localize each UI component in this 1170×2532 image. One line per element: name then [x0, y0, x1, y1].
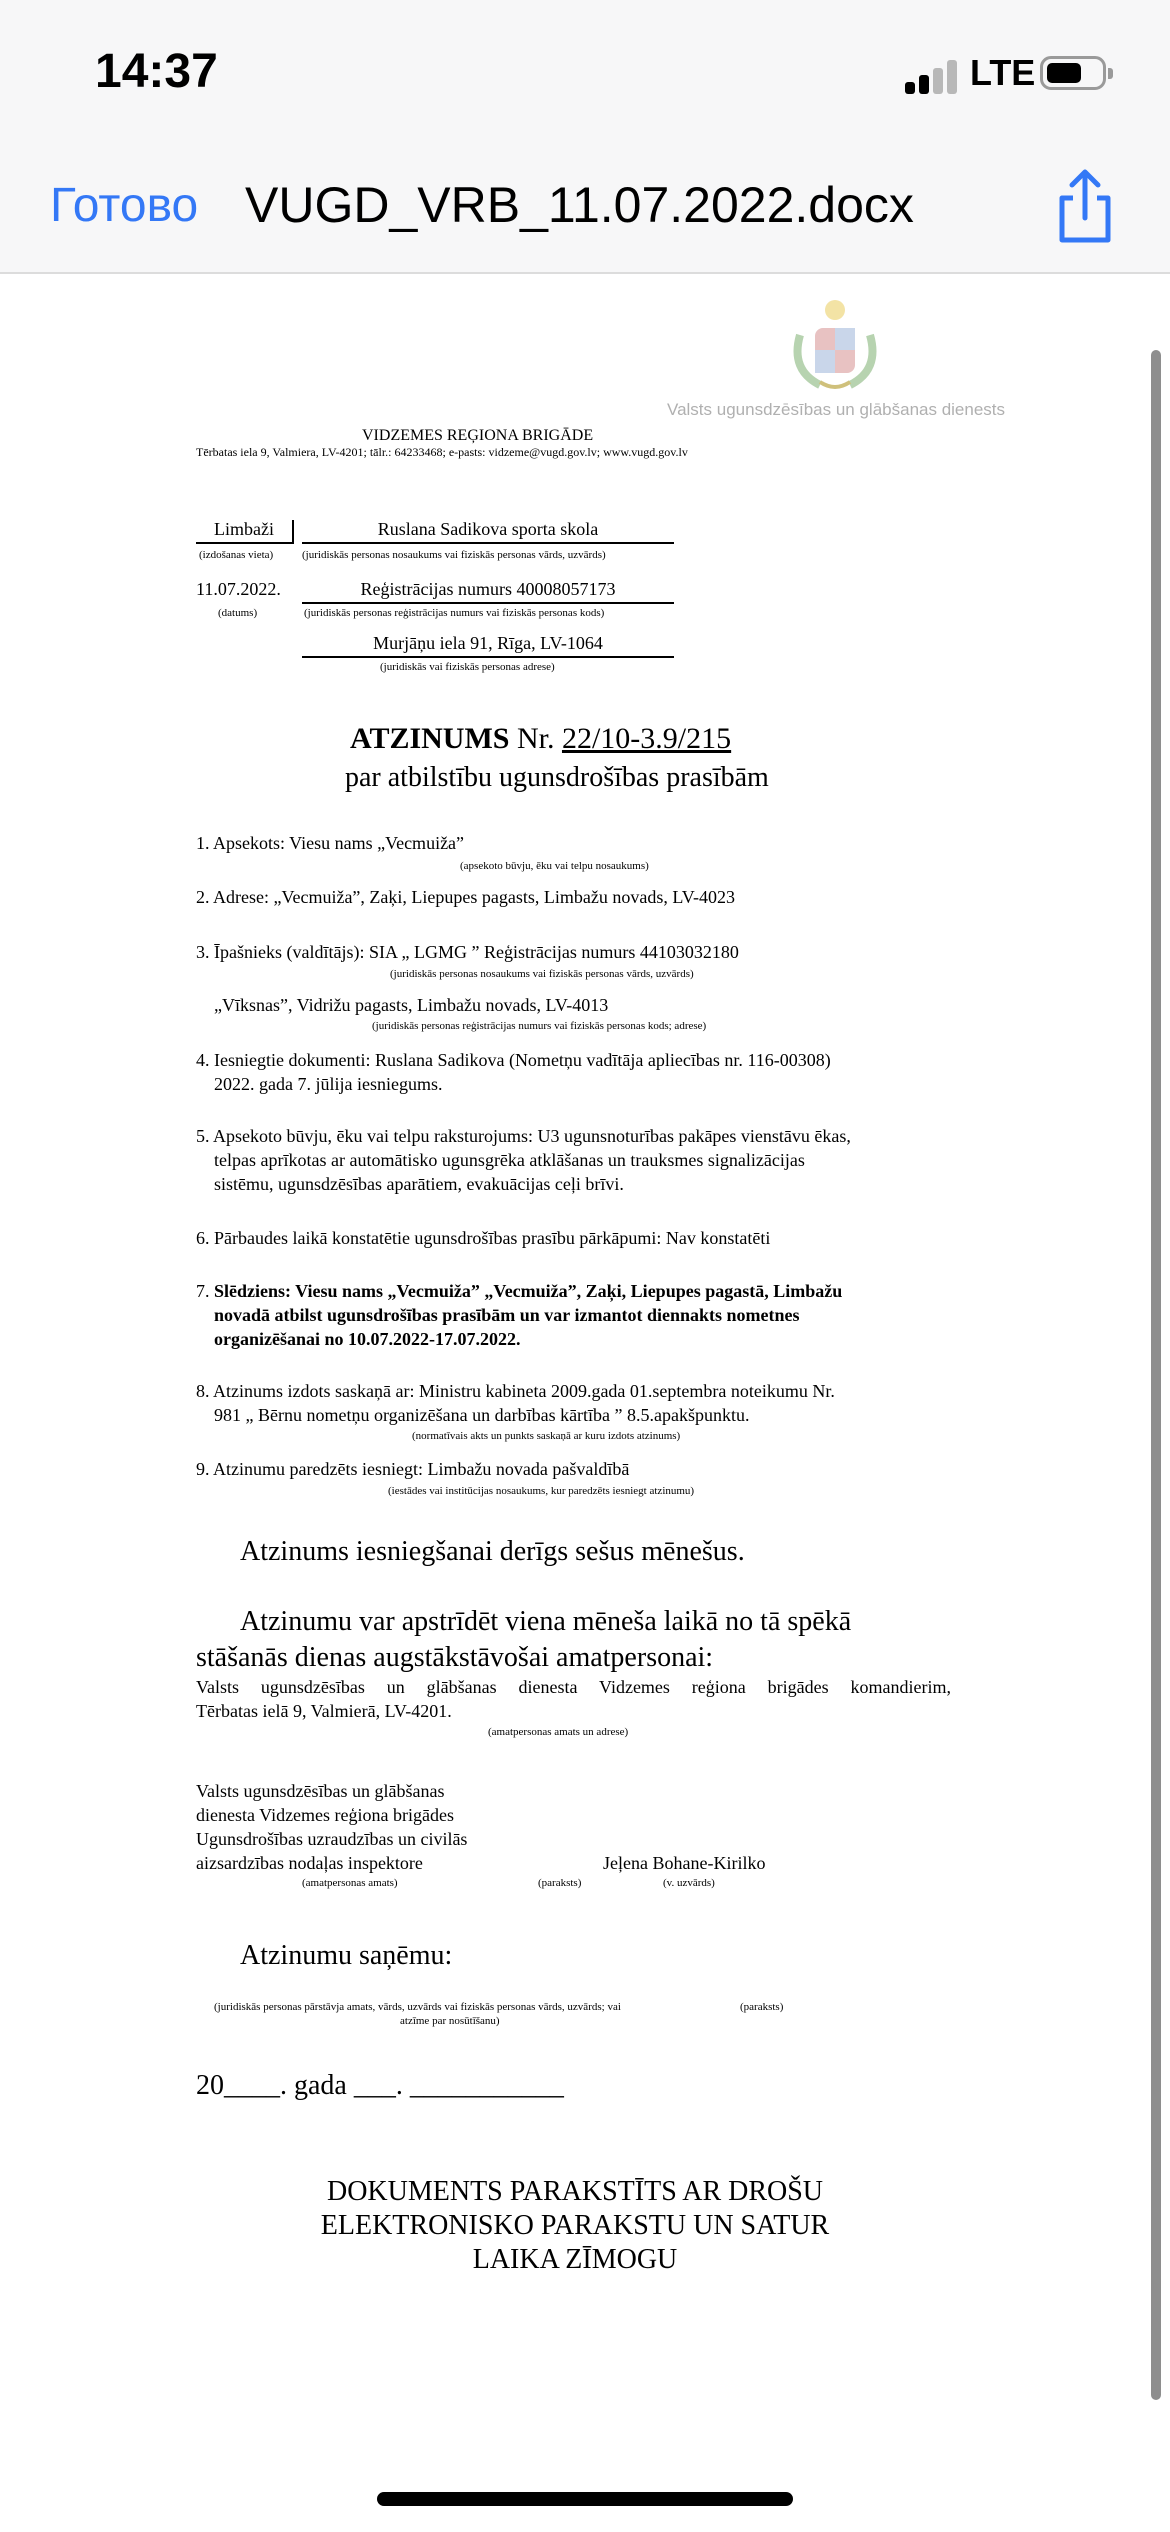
received-caption-line-2: atzīme par nosūtīšanu)	[400, 2015, 500, 2027]
status-time: 14:37	[95, 45, 218, 98]
document-subtitle: par atbilstību ugunsdrošības prasībām	[345, 762, 769, 793]
top-bar	[0, 0, 1170, 274]
item-3-address-caption: (juridiskās personas reģistrācijas numurs vai fiziskās personas kods; adrese)	[372, 1020, 707, 1032]
received-signature-caption: (paraksts)	[740, 2001, 784, 2013]
item-7-line-3: organizēšanai no 10.07.2022-17.07.2022.	[214, 1329, 521, 1349]
official-line-2: dienesta Vidzemes reģiona brigādes	[196, 1805, 454, 1825]
item-4-line-2: 2022. gada 7. jūlija iesniegums.	[214, 1074, 443, 1094]
appeal-line-1: Atzinumu var apstrīdēt viena mēneša laikā no tā spēkā	[240, 1606, 852, 1637]
recipient-address: Murjāņu iela 91, Rīga, LV-1064	[302, 634, 674, 658]
validity-statement: Atzinums iesniegšanai derīgs sešus mēnešus.	[240, 1536, 745, 1567]
brigade-name: VIDZEMES REĢIONA BRIGĀDE	[362, 427, 594, 444]
item-8-line-2: 981 „ Bērnu nometņu organizēšana un darbības kārtība ” 8.5.apakšpunktu.	[214, 1405, 750, 1425]
footer-line-3: LAIKA ZĪMOGU	[472, 2244, 678, 2275]
item-4-line-1: 4. Iesniegtie dokumenti: Ruslana Sadikova (Nometņu vadītāja apliecības nr. 116-00308)	[196, 1050, 831, 1070]
scrollbar[interactable]	[1151, 350, 1161, 2400]
registration-caption: (juridiskās personas reģistrācijas numurs vai fiziskās personas kods)	[304, 607, 605, 619]
item-9: 9. Atzinumu paredzēts iesniegt: Limbažu novada pašvaldībā	[196, 1459, 630, 1479]
position-caption: (amatpersonas amats)	[302, 1877, 398, 1889]
heading-nr: Nr.	[516, 722, 555, 755]
share-icon	[1050, 166, 1120, 246]
issue-place: Limbaži	[196, 520, 294, 544]
official-line-4: aizsardzības nodaļas inspektore	[196, 1853, 423, 1873]
item-9-caption: (iestādes vai institūcijas nosaukums, kur paredzēts iesniegt atzinumu)	[388, 1485, 695, 1497]
recipient-caption: (juridiskās personas nosaukums vai fiziskās personas vārds, uzvārds)	[302, 549, 606, 561]
received-caption-line-1: (juridiskās personas pārstāvja amats, vārds, uzvārds vai fiziskās personas vārds, uzvārds; vai	[214, 2001, 621, 2013]
item-5-line-1: 5. Apsekoto būvju, ēku vai telpu raksturojums: U3 ugunsnoturības pakāpes vienstāvu ēkas,	[196, 1126, 851, 1146]
signature-caption: (paraksts)	[538, 1877, 582, 1889]
item-2: 2. Adrese: „Vecmuiža”, Zaķi, Liepupes pagasts, Limbažu novads, LV-4023	[196, 887, 736, 907]
brigade-contacts: Tērbatas iela 9, Valmiera, LV-4201; tālr.: 64233468; e-pasts: vidzeme@vugd.gov.lv; www.vugd.gov.lv	[196, 445, 688, 459]
home-indicator[interactable]	[377, 2492, 793, 2506]
appeal-line-2: stāšanās dienas augstākstāvošai amatpersonai:	[196, 1642, 714, 1673]
official-line-3: Ugunsdrošības uzraudzības un civilās	[196, 1829, 468, 1849]
done-button[interactable]: Готово	[50, 179, 199, 232]
item-6: 6. Pārbaudes laikā konstatētie ugunsdrošības prasību pārkāpumi: Nav konstatēti	[196, 1228, 771, 1248]
item-7-line-1: Slēdziens: Viesu nams „Vecmuiža” „Vecmuiža”, Zaķi, Liepupes pagastā, Limbažu	[214, 1281, 843, 1301]
share-button[interactable]	[1050, 166, 1120, 246]
item-3-address: „Vīksnas”, Vidrižu pagasts, Limbažu novads, LV-4013	[214, 995, 609, 1015]
cellular-signal-icon	[905, 60, 959, 94]
heading-number: 22/10-3.9/215	[561, 722, 732, 755]
footer-line-1: DOKUMENTS PARAKSTĪTS AR DROŠU	[326, 2176, 824, 2207]
item-3-caption: (juridiskās personas nosaukums vai fiziskās personas vārds, uzvārds)	[390, 968, 694, 980]
issue-date-caption: (datums)	[218, 607, 258, 619]
item-3: 3. Īpašnieks (valdītājs): SIA „ LGMG ” Reģistrācijas numurs 44103032180	[196, 942, 739, 962]
document-title: VUGD_VRB_11.07.2022.docx	[245, 177, 914, 233]
address-caption: (juridiskās vai fiziskās personas adrese)	[380, 661, 555, 673]
official-line-1: Valsts ugunsdzēsības un glābšanas	[196, 1781, 445, 1801]
agency-name: Valsts ugunsdzēsības un glābšanas dienests	[667, 400, 1006, 419]
appeal-caption: (amatpersonas amats un adrese)	[488, 1726, 629, 1738]
battery-icon	[1040, 56, 1106, 90]
appeal-line-3: Valsts ugunsdzēsības un glābšanas dienesta Vidzemes reģiona brigādes komandierim,	[196, 1677, 951, 1697]
network-type: LTE	[970, 52, 1036, 93]
appeal-line-4: Tērbatas ielā 9, Valmierā, LV-4201.	[196, 1701, 452, 1721]
item-5-line-2: telpas aprīkotas ar automātisko ugunsgrēka atklāšanas un trauksmes signalizācijas	[214, 1150, 805, 1170]
official-name: Jeļena Bohane-Kirilko	[603, 1853, 766, 1873]
item-1-caption: (apsekoto būvju, ēku vai telpu nosaukums)	[460, 860, 649, 872]
item-1: 1. Apsekots: Viesu nams „Vecmuiža”	[196, 833, 465, 853]
received-label: Atzinumu saņēmu:	[240, 1940, 453, 1971]
heading-bold: ATZINUMS	[350, 722, 510, 755]
item-8-caption: (normatīvais akts un punkts saskaņā ar kuru izdots atzinums)	[412, 1430, 681, 1442]
item-7-number: 7.	[196, 1281, 210, 1301]
registration-number: Reģistrācijas numurs 40008057173	[302, 580, 674, 604]
issue-place-caption: (izdošanas vieta)	[199, 549, 274, 561]
item-5-line-3: sistēmu, ugunsdzēsības aparātiem, evakuācijas ceļi brīvi.	[214, 1174, 624, 1194]
date-line: 20____. gada ___. ___________	[196, 2070, 564, 2101]
document-heading	[350, 724, 731, 754]
coat-of-arms-logo	[780, 290, 890, 400]
footer-line-2: ELEKTRONISKO PARAKSTU UN SATUR	[320, 2210, 830, 2241]
item-7-line-2: novadā atbilst ugunsdrošības prasībām un var izmantot diennakts nometnes	[214, 1305, 800, 1325]
name-caption: (v. uzvārds)	[663, 1877, 715, 1889]
item-8-line-1: 8. Atzinums izdots saskaņā ar: Ministru kabineta 2009.gada 01.septembra noteikumu Nr.	[196, 1381, 835, 1401]
recipient-name: Ruslana Sadikova sporta skola	[302, 520, 674, 544]
issue-date: 11.07.2022.	[196, 579, 281, 599]
